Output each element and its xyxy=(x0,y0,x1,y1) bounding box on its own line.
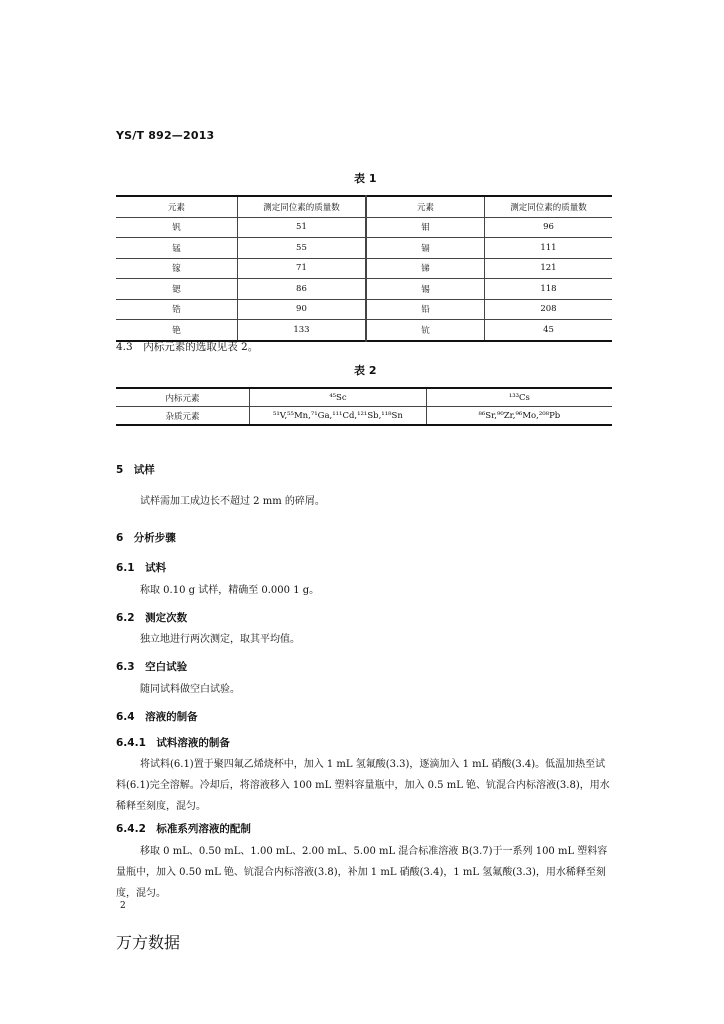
table-cell: 内标元素 xyxy=(116,388,250,407)
table1-header-cell: 测定同位素的质量数 xyxy=(484,196,612,217)
table-row xyxy=(116,238,612,259)
table-cell: 45 xyxy=(484,320,612,341)
table1-header-row xyxy=(116,196,612,217)
section-6-1-title: 6.1 试料 xyxy=(116,562,167,574)
section-6-title: 6 分析步骤 xyxy=(116,532,176,544)
section-5-text: 试样需加工成边长不超过 2 mm 的碎屑。 xyxy=(140,496,325,507)
table-cell: 铅 xyxy=(366,299,485,320)
section-5-title: 5 试样 xyxy=(116,464,155,476)
table1-header-cell: 元素 xyxy=(366,196,485,217)
table-cell: 71 xyxy=(237,258,365,279)
table2 xyxy=(116,387,612,426)
table-cell: 锡 xyxy=(366,279,485,300)
table-row xyxy=(116,279,612,300)
section-6-4-1-title: 6.4.1 试料溶液的制备 xyxy=(116,737,230,749)
table-cell: 钪 xyxy=(366,320,485,341)
table-cell: 铯 xyxy=(116,320,237,341)
table-cell: 86 xyxy=(237,279,365,300)
section-6-3-text: 随同试料做空白试验。 xyxy=(140,684,240,695)
section-6-3-title: 6.3 空白试验 xyxy=(116,661,188,673)
section-6-4-1-text: 将试料(6.1)置于聚四氟乙烯烧杯中，加入 1 mL 氢氟酸(3.3)，逐滴加入 1 mL 硝酸(3.4)。低温加热至试料(6.1)完全溶解。冷却后，将溶液移入 100 mL 塑料容量瓶中，加入 0.5 mL 铯、钪混合内标溶液(3.8)，用水稀释至刻度，混匀。 xyxy=(116,759,610,812)
table-cell: 96 xyxy=(484,217,612,238)
table2-caption: 表 2 xyxy=(354,364,377,377)
table1-header-cell: 测定同位素的质量数 xyxy=(237,196,365,217)
table-cell: 锆 xyxy=(116,299,237,320)
table-cell: 杂质元素 xyxy=(116,407,250,426)
table1-caption: 表 1 xyxy=(354,172,377,185)
table-cell: 钒 xyxy=(116,217,237,238)
table-row xyxy=(116,217,612,238)
table-cell: 208 xyxy=(484,299,612,320)
table-row xyxy=(116,407,612,426)
table-cell: 锶 xyxy=(116,279,237,300)
document-header: YS/T 892—2013 xyxy=(116,129,215,142)
table-cell: 90 xyxy=(237,299,365,320)
table-row xyxy=(116,258,612,279)
table-cell: 锑 xyxy=(366,258,485,279)
table-cell: 镉 xyxy=(366,238,485,259)
table-cell: ¹³³Cs xyxy=(426,388,612,407)
page-number: 2 xyxy=(120,901,126,911)
table-cell: ⁵¹V,⁵⁵Mn,⁷¹Ga,¹¹¹Cd,¹²¹Sb,¹¹⁸Sn xyxy=(250,407,427,426)
table-cell: ⁴⁵Sc xyxy=(250,388,427,407)
section-6-2-text: 独立地进行两次测定，取其平均值。 xyxy=(140,634,300,645)
watermark-text: 万方数据 xyxy=(116,933,181,952)
table-cell: 51 xyxy=(237,217,365,238)
table-row xyxy=(116,320,612,341)
table-cell: ⁸⁶Sr,⁹⁰Zr,⁹⁶Mo,²⁰⁸Pb xyxy=(426,407,612,426)
section-6-4-2-title: 6.4.2 标准系列溶液的配制 xyxy=(116,823,251,835)
table1 xyxy=(116,195,612,342)
table-cell: 121 xyxy=(484,258,612,279)
table-cell: 55 xyxy=(237,238,365,259)
table-cell: 118 xyxy=(484,279,612,300)
section-6-2-title: 6.2 测定次数 xyxy=(116,612,188,624)
table-cell: 锰 xyxy=(116,238,237,259)
section-6-4-title: 6.4 溶液的制备 xyxy=(116,711,198,723)
table-cell: 133 xyxy=(237,320,365,341)
table-cell: 111 xyxy=(484,238,612,259)
table-cell: 钼 xyxy=(366,217,485,238)
section-6-4-2-text: 移取 0 mL、0.50 mL、1.00 mL、2.00 mL、5.00 mL 混合标准溶液 B(3.7)于一系列 100 mL 塑料容量瓶中，加入 0.50 mL 铯、钪混合内标溶液(3.8)，补加 1 mL 硝酸(3.4)，1 mL 氢氟酸(3.3)，用水稀释至刻度，混匀。 xyxy=(116,846,608,899)
table-row xyxy=(116,388,612,407)
table1-header-cell: 元素 xyxy=(116,196,237,217)
table-row xyxy=(116,299,612,320)
section-6-1-text: 称取 0.10 g 试样，精确至 0.000 1 g。 xyxy=(140,585,320,596)
section-4-3: 4.3 内标元素的选取见表 2。 xyxy=(116,341,259,353)
table-cell: 镓 xyxy=(116,258,237,279)
